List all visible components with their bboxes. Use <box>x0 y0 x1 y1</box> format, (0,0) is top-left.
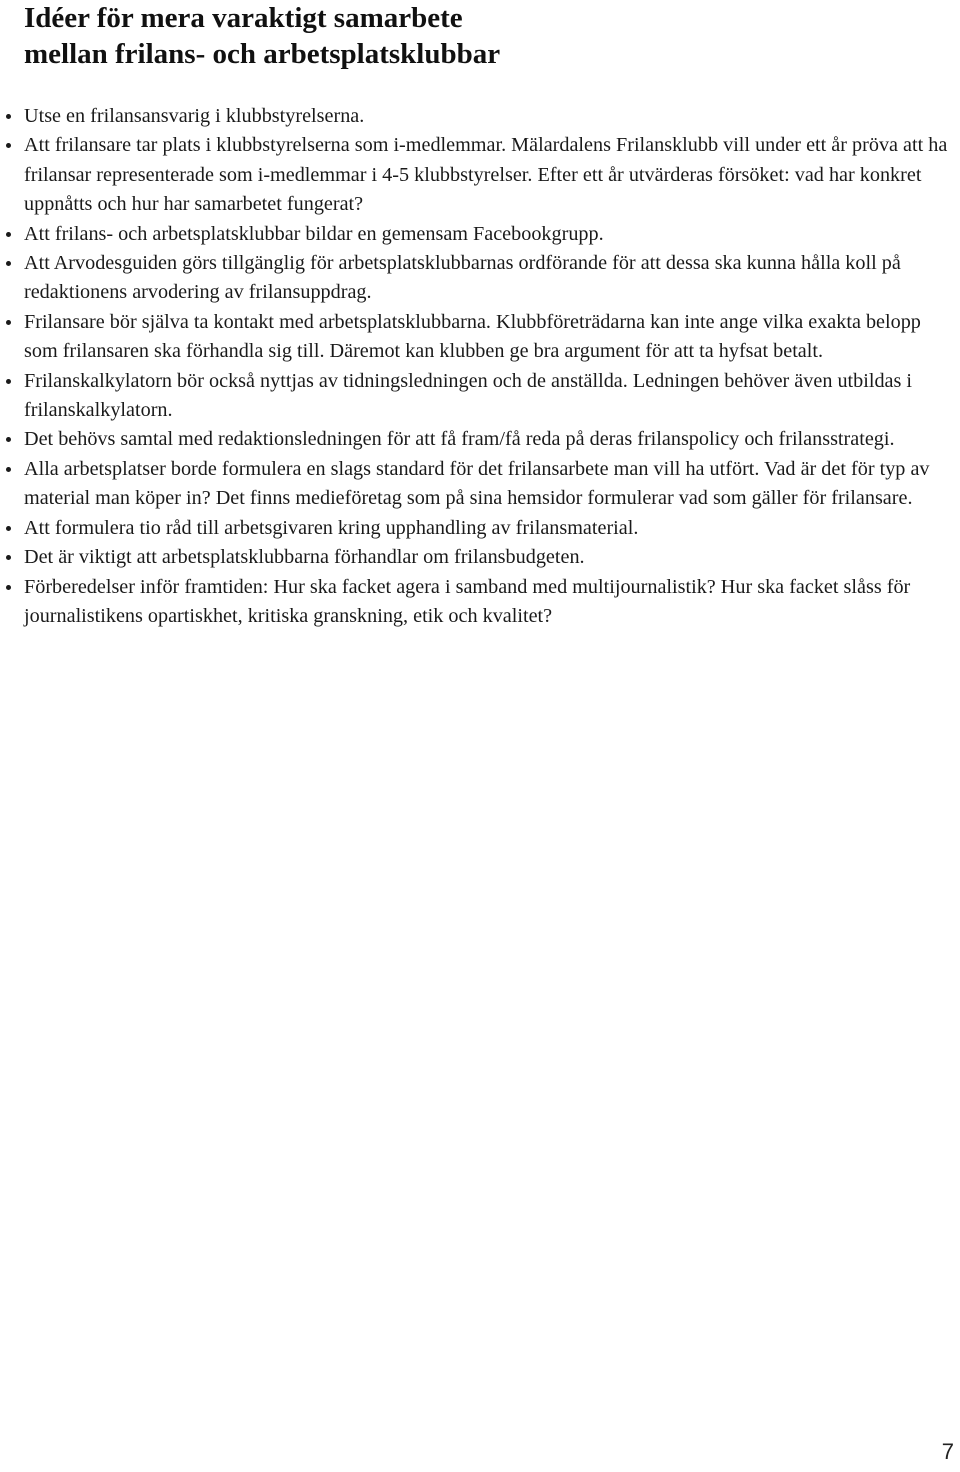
list-item-text: Alla arbetsplatser borde formulera en slags standard för det frilansarbete man vill ha utfört. Vad är det för typ av material man köper in? Det finns medieföretag som på sina hemsidor formulerar vad som gäller för frilansare. <box>24 457 930 510</box>
bullet-icon <box>6 526 11 531</box>
bullet-icon <box>6 143 11 148</box>
bullet-icon <box>6 114 11 119</box>
list-item <box>0 220 960 249</box>
list-item-text: Frilanskalkylatorn bör också nyttjas av tidningsledningen och de anställda. Ledningen behöver även utbildas i frilanskalkylatorn. <box>24 369 913 422</box>
bullet-icon <box>6 320 11 325</box>
bullet-icon <box>6 379 11 384</box>
list-item <box>0 573 960 632</box>
list-item-text: Frilansare bör själva ta kontakt med arbetsplatsklubbarna. Klubbföreträdarna kan inte ange vilka exakta belopp som frilansaren ska förhandla sig till. Däremot kan klubben ge bra argument för att ta hyfsat betalt. <box>24 310 921 363</box>
list-item <box>0 308 960 367</box>
list-item-text: Utse en frilansansvarig i klubbstyrelserna. <box>24 105 365 127</box>
list-item <box>0 367 960 426</box>
bullet-icon <box>6 232 11 237</box>
list-item-text: Förberedelser inför framtiden: Hur ska facket agera i samband med multijournalistik? Hur ska facket slåss för journalistikens opartiskhet, kritiska granskning, etik och kvalitet? <box>24 575 911 627</box>
bullet-icon <box>6 555 11 560</box>
list-item <box>0 543 960 572</box>
bullet-icon <box>6 261 11 266</box>
list-item <box>0 249 960 308</box>
bullet-icon <box>6 467 11 472</box>
bullet-icon <box>6 585 11 590</box>
list-item <box>0 425 960 454</box>
list-item-text: Att formulera tio råd till arbetsgivaren kring upphandling av frilansmaterial. <box>24 516 639 539</box>
list-item <box>0 514 960 543</box>
list-item-text: Att frilans- och arbetsplatsklubbar bildar en gemensam Facebookgrupp. <box>24 222 604 245</box>
list-item-text: Det är viktigt att arbetsplatsklubbarna förhandlar om frilansbudgeten. <box>24 546 585 569</box>
page-title <box>24 0 924 72</box>
list-item <box>0 102 960 131</box>
list-item <box>0 455 960 514</box>
page-title-line-2: mellan frilans- och arbetsplatsklubbar <box>24 38 501 70</box>
bullet-list <box>0 102 960 631</box>
list-item <box>0 131 960 219</box>
list-item-text: Det behövs samtal med redaktionsledningen för att få fram/få reda på deras frilanspolicy och frilansstrategi. <box>24 428 895 451</box>
bullet-icon <box>6 437 11 442</box>
list-item-text: Att Arvodesguiden görs tillgänglig för arbetsplatsklubbarnas ordförande för att dessa ska kunna hålla koll på redaktionens arvodering av frilansuppdrag. <box>24 252 901 304</box>
page-number: 7 <box>941 1439 954 1464</box>
list-item-text: Att frilansare tar plats i klubbstyrelserna som i-medlemmar. Mälardalens Frilansklubb vill under ett år pröva att ha frilansar representerade som i-medlemmar i 4-5 klubbstyrelser. Efter ett år utvärderas försöket: vad har konkret uppnåtts och hur har samarbetet fungerat? <box>24 134 948 216</box>
page-title-line-1: Idéer för mera varaktigt samarbete <box>24 2 463 34</box>
